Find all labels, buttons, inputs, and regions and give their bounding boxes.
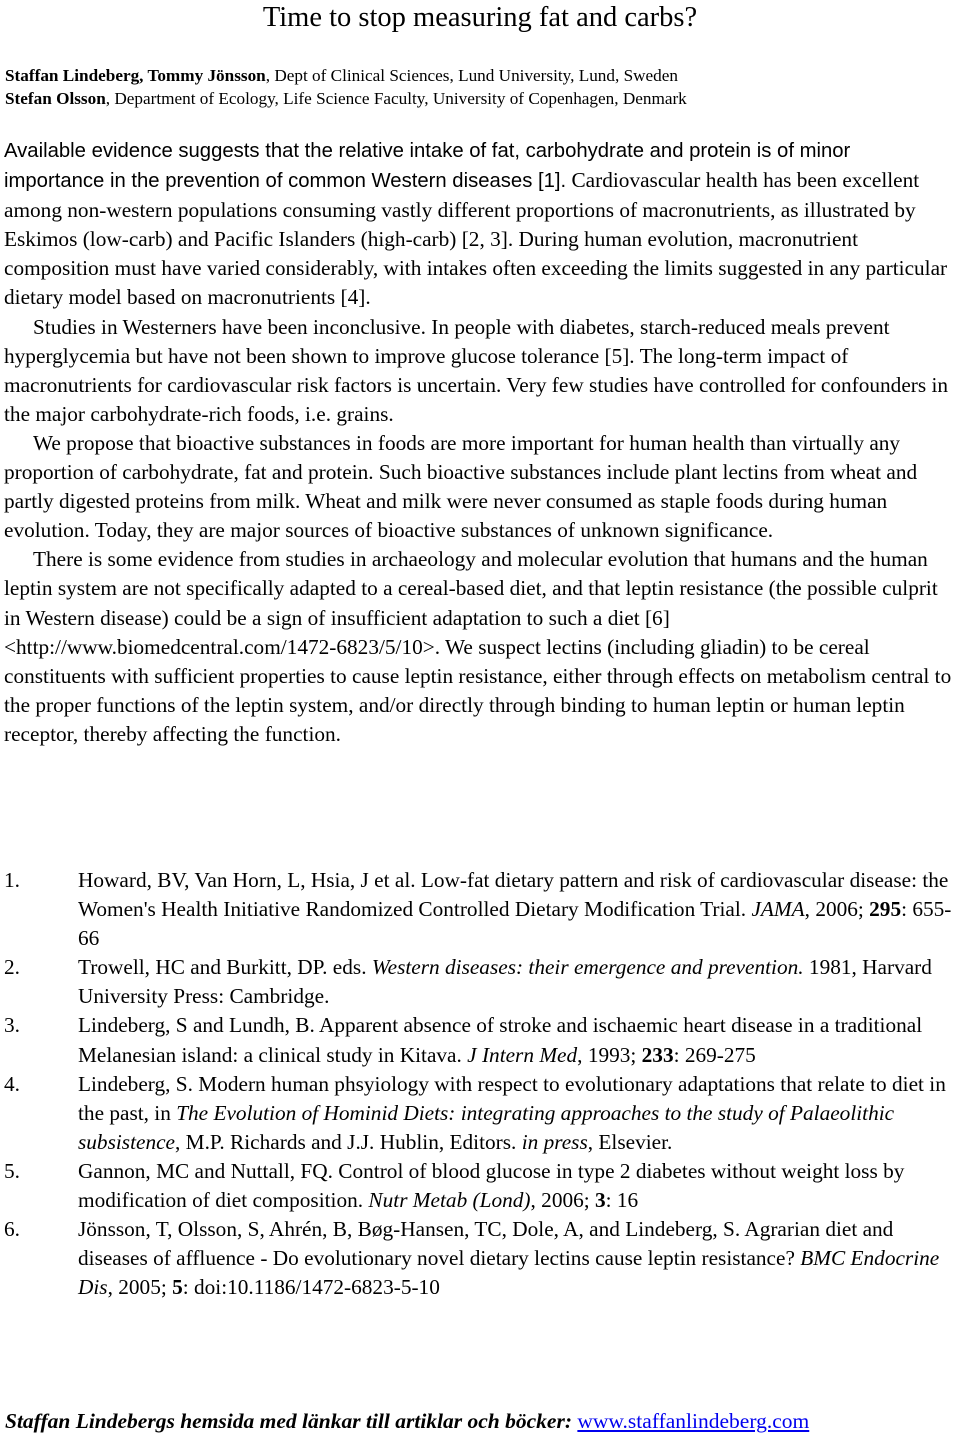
reference-year: , 2006; [804,897,870,922]
reference-pages: : 655-66 [78,897,952,951]
paragraph: Studies in Westerners have been inconclusive. In people with diabetes, starch-reduced meals prevent hyperglycemia but have not been shown to improve glucose tolerance [5]. The long-term impact of macronutrients for cardiovascular risk factors is uncertain. Very few studies have controlled for confounders in the major carbohydrate-rich foods, i.e. grains. [4,314,949,426]
reference-number: 2. [4,955,20,980]
reference-text: Gannon, MC and Nuttall, FQ. Control of blood glucose in type 2 diabetes without weight loss by modification of diet composition. [78,1158,905,1213]
reference-number: 5. [4,1158,20,1183]
reference-number: 3. [4,1013,20,1038]
journal-volume: 233 [641,1042,674,1067]
reference-year: , 2005; [107,1275,173,1300]
reference-pages: : doi:10.1186/1472-6823-5-10 [182,1275,440,1300]
author-affiliation: , Department of Ecology, Life Science Faculty, University of Copenhagen, Denmark [105,89,687,108]
reference-pages: : 16 [605,1188,639,1213]
abstract-body [4,136,956,749]
reference-text: Howard, BV, Van Horn, L, Hsia, J et al. Low-fat dietary pattern and risk of cardiovascular disease: the Women's Health Initiative Randomized Controlled Dietary Modification Trial. [78,868,949,922]
footer [5,1407,960,1435]
reference-editors: , M.P. Richards and J.J. Hublin, Editors. [175,1129,522,1154]
journal-volume: 5 [172,1275,183,1300]
reference-text: Jönsson, T, Olsson, S, Ahrén, B, Bøg-Hansen, TC, Dole, A, and Lindeberg, S. Agrarian diet and diseases of affluence - Do evolutionary novel dietary lectins cause leptin resistance? [78,1217,894,1271]
reference-year: , 2006; [530,1188,595,1213]
reference-number: 6. [4,1217,20,1242]
author-names: Stefan Olsson [5,89,106,108]
journal-name: BMC Endocrine Dis [78,1246,940,1300]
reference-number: 1. [4,868,20,892]
reference-item [4,1070,956,1157]
journal-name: JAMA [751,897,805,922]
reference-list [4,866,956,1302]
reference-pages: : 269-275 [673,1042,756,1067]
lead-sentence: Available evidence suggests that the relative intake of fat, carbohydrate and protein is of minor importance in the prevention of common Western diseases [1]. [4,140,851,193]
author-line [5,87,955,110]
reference-text: Lindeberg, S. Modern human phsyiology with respect to evolutionary adaptations that relate to diet in the past, in [78,1071,946,1125]
paragraph [4,136,956,313]
footer-text: Staffan Lindebergs hemsida med länkar till artiklar och böcker: [5,1409,572,1433]
reference-item [4,866,956,953]
reference-number: 4. [4,1071,20,1096]
author-affiliation: , Dept of Clinical Sciences, Lund University, Lund, Sweden [265,66,678,85]
reference-item [4,1157,956,1215]
author-names: Staffan Lindeberg, Tommy Jönsson [5,66,266,85]
website-link[interactable]: www.staffanlindeberg.com [577,1409,810,1433]
reference-year: , 1993; [577,1042,642,1067]
paragraph-text: Cardiovascular health has been excellent among non-western populations consuming vastly different proportions of macronutrients, as illustrated by Eskimos (low-carb) and Pacific Islanders (high-carb) [2, 3]. During human evolution, macronutrient composition must have varied considerably, with intakes often exceeding the limits suggested in any particular dietary model based on macronutrients [4]. [4,168,948,310]
reference-text: Lindeberg, S and Lundh, B. Apparent absence of stroke and ischaemic heart disease in a traditional Melanesian island: a clinical study in Kitava. [78,1013,923,1067]
reference-text: Trowell, HC and Burkitt, DP. eds. [78,955,372,980]
journal-name: J Intern Med [467,1042,578,1067]
journal-volume: 295 [869,897,902,922]
reference-publisher: 1981, Harvard University Press: Cambridge. [78,955,932,1009]
paragraph: We propose that bioactive substances in foods are more important for human health than virtually any proportion of carbohydrate, fat and protein. Such bioactive substances include plant lectins from wheat and partly digested proteins from milk. Wheat and milk were never consumed as staple foods during human evolution. Today, they are major sources of bioactive substances of unknown significance. [4,430,918,543]
author-line [5,64,955,87]
journal-volume: 3 [595,1188,606,1213]
book-title: The Evolution of Hominid Diets: integrating approaches to the study of Palaeolithic subsistence [78,1100,895,1154]
journal-name: Nutr Metab (Lond) [368,1188,531,1213]
author-block [5,64,955,110]
reference-item [4,953,956,1011]
reference-publisher: , Elsevier. [587,1129,673,1154]
reference-item [4,1011,956,1069]
paragraph: There is some evidence from studies in archaeology and molecular evolution that humans and the human leptin system are not specifically adapted to a cereal-based diet, and that leptin resistance (the possible culprit in Western disease) could be a sign of insufficient adaptation to such a diet [6] <http://www.biomedcentral.com/1472-6823/5/10>. We suspect lectins (including gliadin) to be cereal constituents with sufficient properties to cause leptin resistance, either through effects on metabolism central to the proper functions of the leptin system, and/or directly through binding to human leptin or human leptin receptor, thereby affecting the function. [4,547,952,746]
reference-status: in press [521,1129,588,1154]
book-title: Western diseases: their emergence and prevention. [371,955,804,980]
paper-title: Time to stop measuring fat and carbs? [262,2,698,33]
reference-item [4,1215,956,1302]
